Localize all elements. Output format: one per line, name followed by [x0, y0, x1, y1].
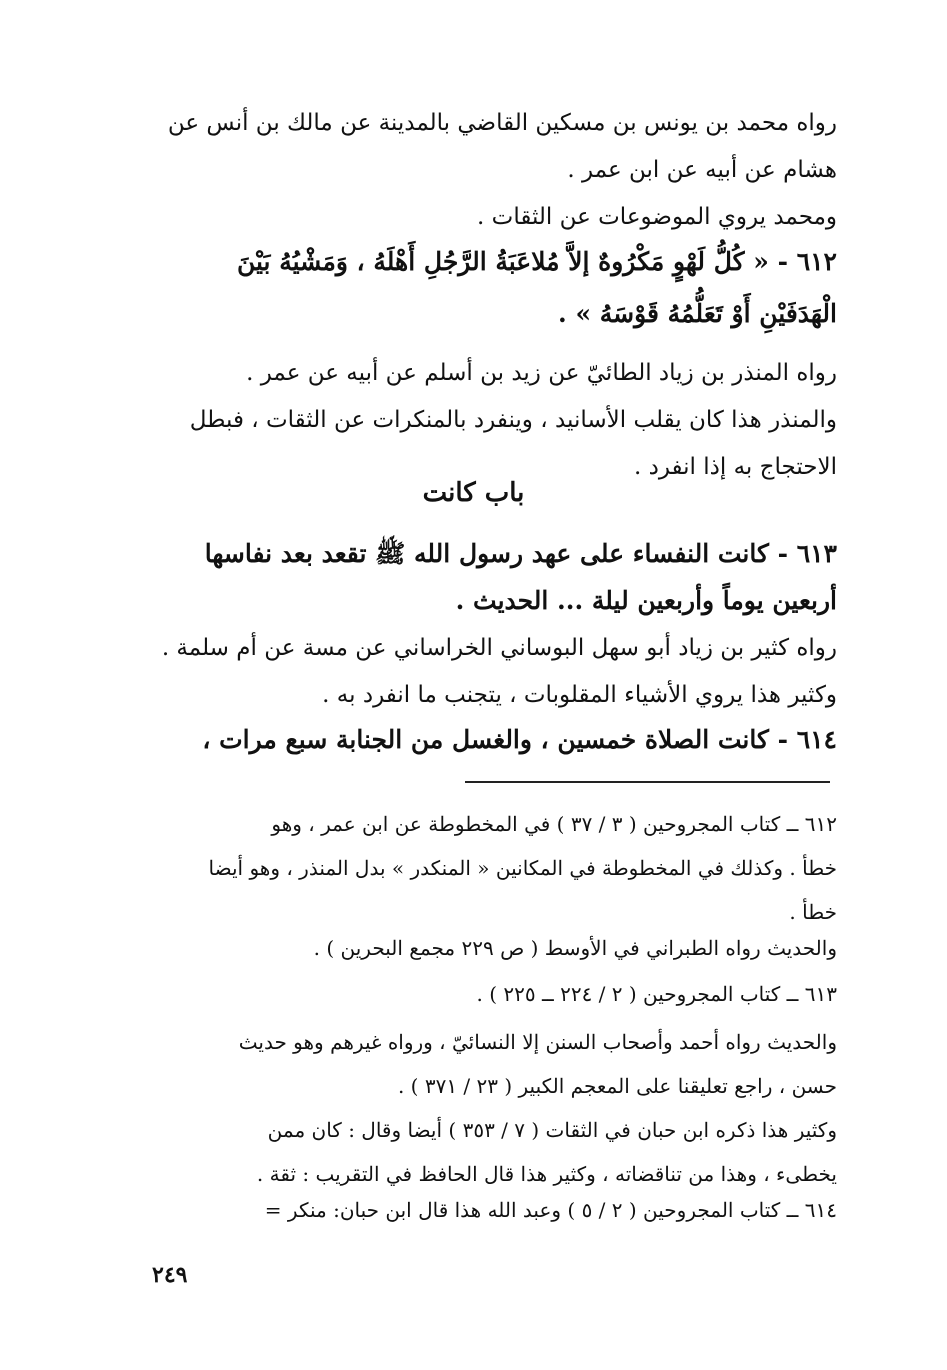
text-line: رواه محمد بن يونس بن مسكين القاضي بالمدينة عن مالك بن أنس عن [167, 110, 837, 136]
hadith-612 [147, 236, 837, 340]
footnote-line: ٦١٢ ــ كتاب المجروحين ( ٣ / ٣٧ ) في المخطوطة عن ابن عمر ، وهو [271, 812, 837, 836]
text-line: رواه المنذر بن زياد الطائيّ عن زيد بن أسلم عن أبيه عن عمر . [246, 360, 837, 386]
narration-paragraph-2 [147, 350, 837, 491]
footnote-613 [147, 972, 837, 1016]
text-line: والمنذر هذا كان يقلب الأسانيد ، وينفرد بالمنكرات عن الثقات ، فبطل [189, 407, 837, 433]
hadith-line: الْهَدَفَيْنِ أَوْ تَعَلُّمُهُ قَوْسَهُ » . [558, 299, 837, 328]
section-heading: باب كانت [422, 478, 525, 508]
footnote-divider [465, 781, 830, 783]
narration-paragraph-3 [147, 625, 837, 719]
footnote-line: وكثير هذا ذكره ابن حبان في الثقات ( ٧ / ٣٥٣ ) أيضا وقال : كان ممن [267, 1118, 837, 1142]
hadith-line: ٦١٤ - كانت الصلاة خمسين ، والغسل من الجنابة سبع مرات ، [202, 725, 837, 754]
footnote-line: خطأ . وكذلك في المخطوطة في المكانين « المنكدر » بدل المنذر ، وهو أيضا [208, 856, 837, 880]
footnote-line: والحديث رواه أحمد وأصحاب السنن إلا النسائيّ ، ورواه غيرهم وهو حديث [238, 1030, 837, 1054]
footnote-line: يخطىء ، وهذا من تناقضاته ، وكثير هذا قال الحافظ في التقريب : ثقة . [256, 1162, 837, 1186]
hadith-614 [147, 716, 837, 763]
hadith-613 [147, 530, 837, 624]
footnote-line: ٦١٣ ــ كتاب المجروحين ( ٢ / ٢٢٤ ــ ٢٢٥ ) . [476, 982, 837, 1006]
footnote-line: حسن ، راجع تعليقنا على المعجم الكبير ( ٢٣ / ٣٧١ ) . [397, 1074, 837, 1098]
text-line: هشام عن أبيه عن ابن عمر . [567, 157, 837, 183]
narration-paragraph-1 [147, 100, 837, 241]
footnote-line: والحديث رواه الطبراني في الأوسط ( ص ٢٢٩ مجمع البحرين ) . [313, 936, 837, 960]
text-line: الاحتجاج به إذا انفرد . [633, 454, 837, 480]
footnote-613-extra [147, 1020, 837, 1108]
hadith-line: أربعين يوماً وأربعين ليلة ... الحديث . [455, 586, 837, 615]
footnote-line: ٦١٤ ــ كتاب المجروحين ( ٢ / ٥ ) وعبد الله هذا قال ابن حبان: منكر = [264, 1198, 837, 1222]
hadith-line: ٦١٢ - « كُلُّ لَهْوٍ مَكْرُوهٌ إلاَّ مُلاعَبَةُ الرَّجُلِ أَهْلَهُ ، وَمَشْيُهُ بَيْنَ [236, 247, 837, 276]
footnote-612 [147, 802, 837, 934]
footnote-line: خطأ . [789, 900, 837, 924]
page-number: ٢٤٩ [152, 1262, 188, 1288]
footnote-614 [147, 1188, 837, 1232]
text-line: رواه كثير بن زياد أبو سهل البوساني الخراساني عن مسة عن أم سلمة . [161, 635, 837, 661]
text-line: ومحمد يروي الموضوعات عن الثقات . [477, 204, 837, 230]
footnote-612-extra [147, 926, 837, 970]
footnote-613-note [147, 1108, 837, 1196]
hadith-line: ٦١٣ - كانت النفساء على عهد رسول الله ﷺ تقعد بعد نفاسها [204, 539, 837, 568]
text-line: وكثير هذا يروي الأشياء المقلوبات ، يتجنب ما انفرد به . [322, 682, 837, 708]
